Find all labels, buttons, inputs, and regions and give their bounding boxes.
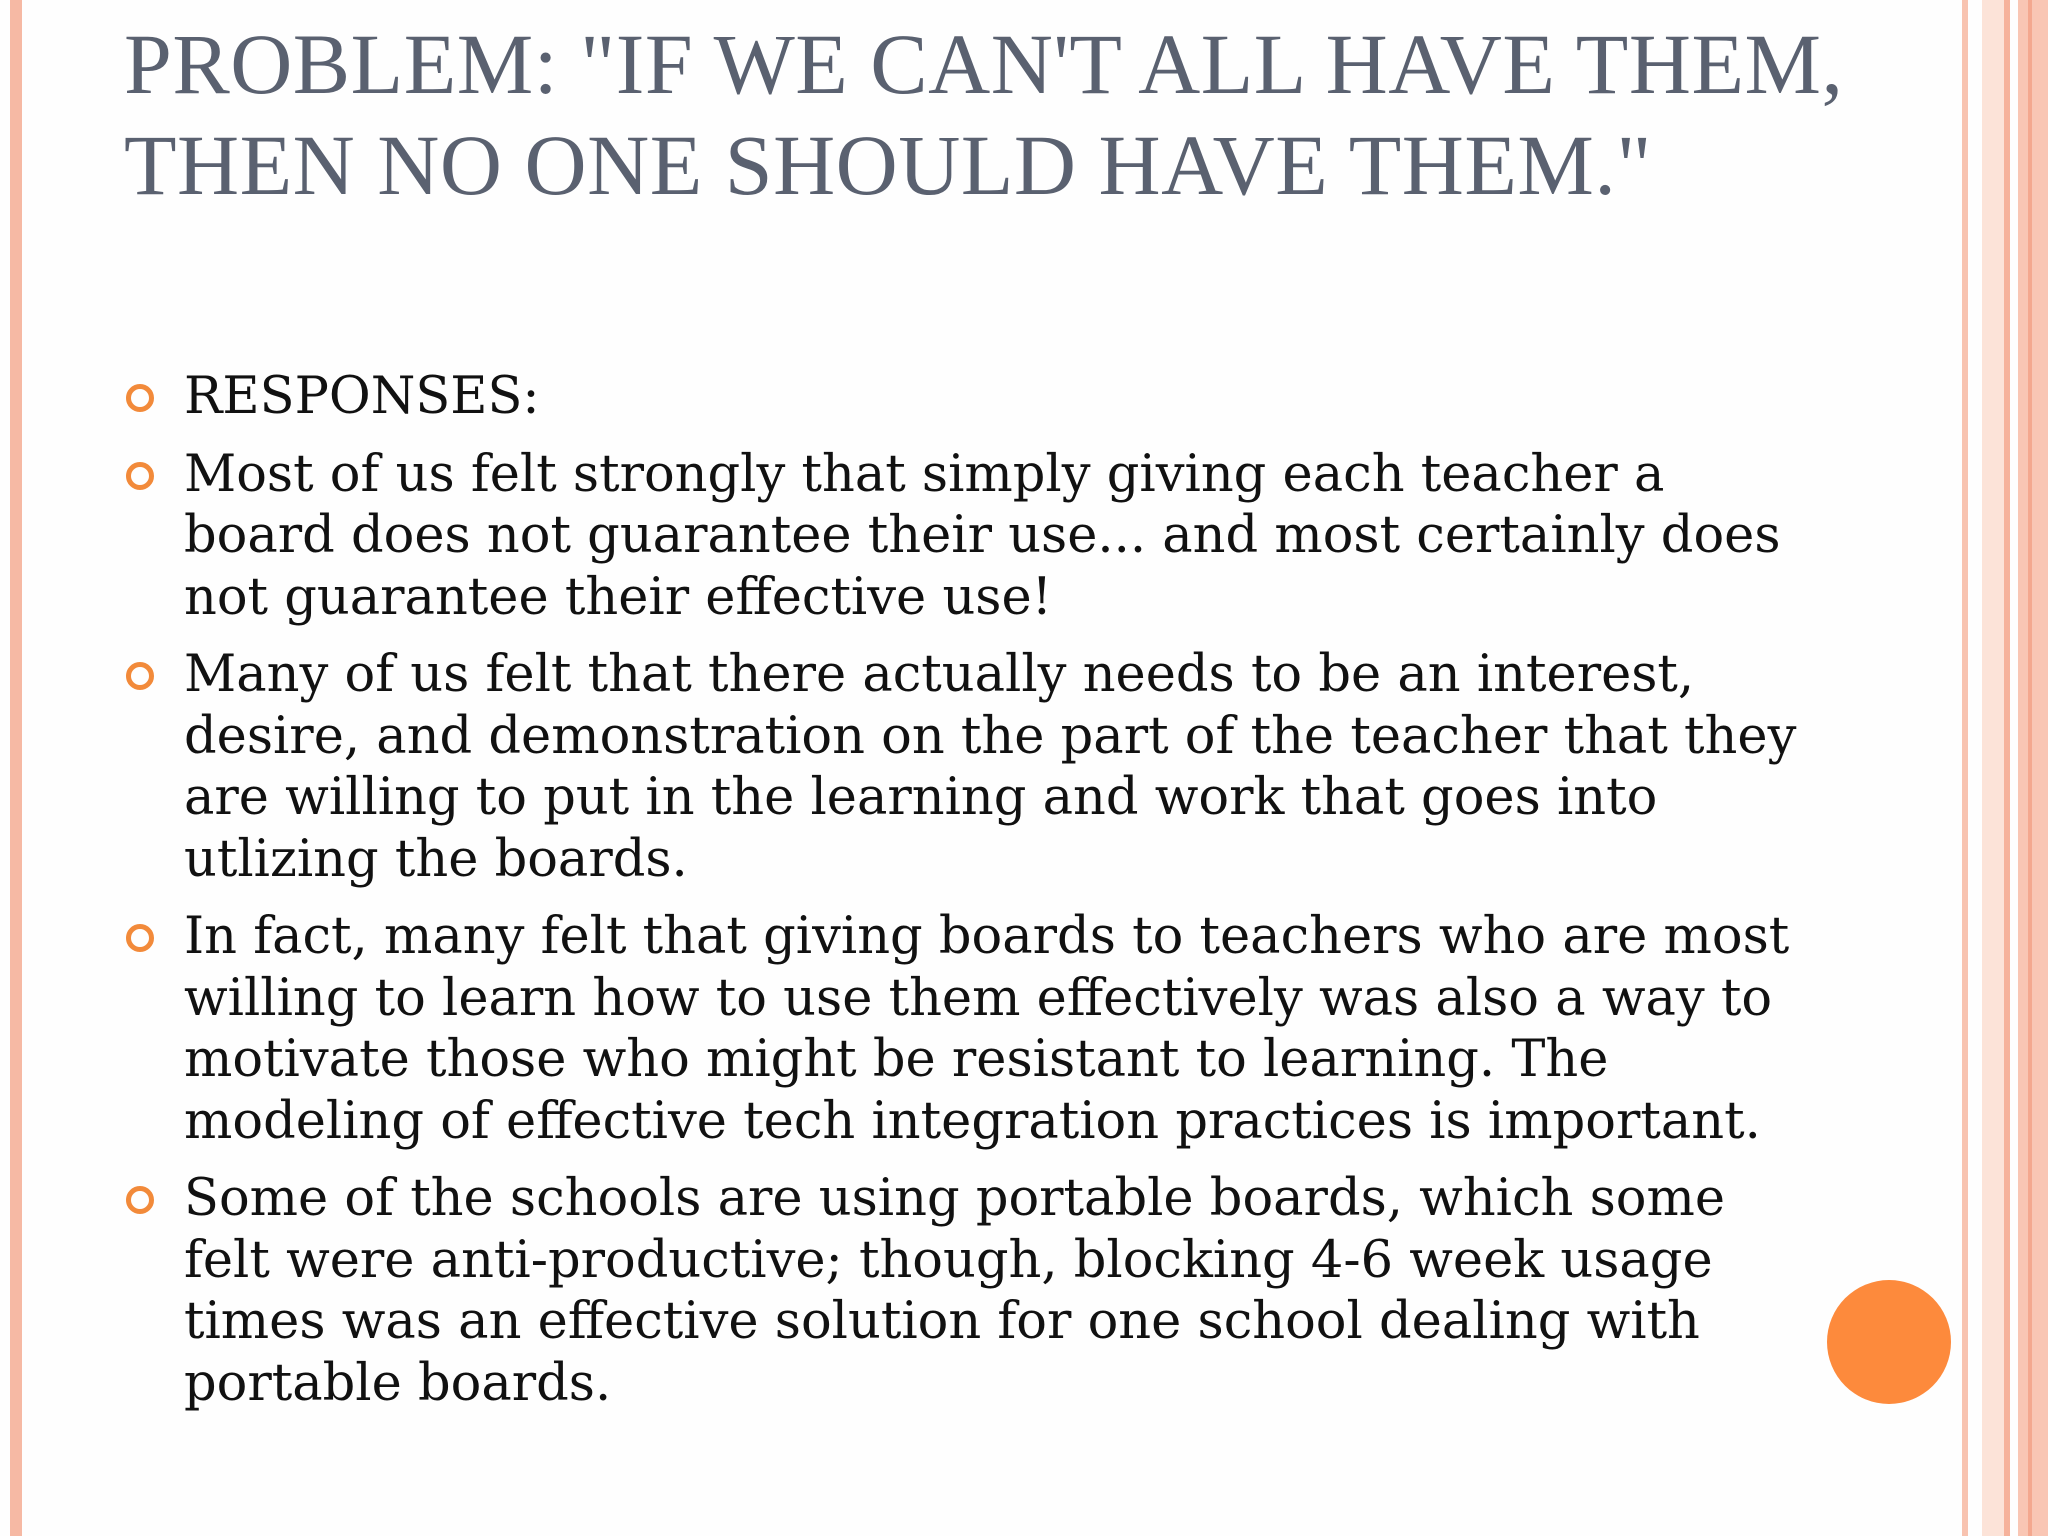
bullet-item [124,906,1824,1152]
bullet-text: RESPONSES: [184,367,540,426]
bullet-text: Some of the schools are using portable boards, which some felt were anti-productive; though, blocking 4-6 week usage times was an effective solution for one school dealing with portable boards. [184,1169,1726,1413]
bullet-circle-icon [126,924,154,952]
bullet-circle-icon [126,384,154,412]
right-border-stripe [2004,0,2010,1536]
bullet-text: In fact, many felt that giving boards to teachers who are most willing to learn how to use them effectively was also a way to motivate those who might be resistant to learning. The modeling of effective tech integration practices is important. [184,907,1790,1151]
bullet-circle-icon [126,1186,154,1214]
right-border-stripe [1962,0,1968,1536]
left-border-decoration [10,0,22,1536]
right-border-stripe [1982,0,2004,1536]
bullet-circle-icon [126,662,154,690]
right-border-stripe [2028,0,2032,1536]
bullet-circle-icon [126,462,154,490]
bullet-item [124,1168,1824,1414]
bullet-text: Most of us felt strongly that simply giving each teacher a board does not guarantee their use... and most certainly does not guarantee their effective use! [184,444,1781,627]
slide-title: PROBLEM: "IF WE CAN'T ALL HAVE THEM, THEN NO ONE SHOULD HAVE THEM." [124,16,1844,213]
decorative-orange-circle [1827,1280,1951,1404]
bullet-list [124,366,1824,1430]
right-border-stripe [2018,0,2048,1536]
bullet-item [124,366,1824,428]
bullet-text: Many of us felt that there actually needs to be an interest, desire, and demonstration on the part of the teacher that they are willing to put in the learning and work that goes into utlizing the boards. [184,645,1797,889]
bullet-item [124,644,1824,890]
bullet-item [124,444,1824,629]
